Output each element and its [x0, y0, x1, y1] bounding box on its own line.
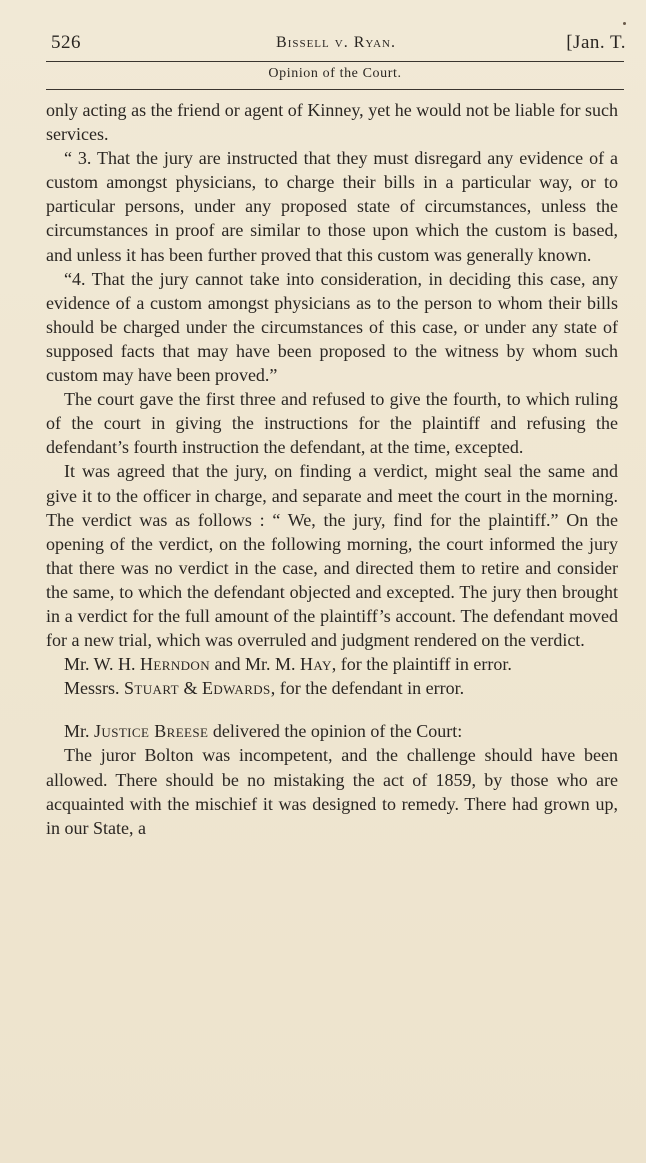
verdict-paragraph: It was agreed that the jury, on finding a verdict, might seal the same and give it to the officer in charge, and separate and meet the court in the morning. The verdict was as follows : “ We, the jury, find for the plaintiff.” On the opening of the verdict, on the following morning, the court informed the jury that there was no verdict in the case, and directed them to retire and consider the same, to which the defendant objected and excepted. The jury then brought in a verdict for the full amount of the plaintiff’s account. The defendant moved for a new trial, which was overruled and judgment rendered on the verdict.: [46, 461, 618, 651]
running-title: Bissell v. Ryan.: [276, 34, 396, 51]
paragraph-continuation: only acting as the friend or agent of Kinney, yet he would not be liable for such services.: [46, 100, 618, 145]
counsel-plaintiff: [46, 652, 618, 676]
justice-name: Justice Breese: [94, 721, 209, 742]
instruction-four: “4. That the jury cannot take into consideration, in deciding this case, any evidence of a custom amongst physicians as to the person to whom their bills should be charged under the circumstances of this case, or under any state of supposed facts that may have been proposed to the witness by whom such custom may have been proved.”: [46, 268, 618, 386]
paper-speck: [623, 22, 626, 25]
opinion-attribution: [46, 719, 618, 743]
body-text: [46, 98, 618, 840]
counsel-name-stuart: Stuart: [124, 678, 179, 699]
court-ruling-paragraph: The court gave the first three and refused to give the fourth, to which ruling of the court in giving the instructions for the plaintiff and refusing the defendant’s fourth instruction the defendant, at the time, excepted.: [46, 389, 618, 458]
header-rule: [46, 61, 624, 62]
subheader-rule: [46, 89, 624, 90]
section-subheader: Opinion of the Court.: [268, 66, 402, 81]
page-number: 526: [51, 32, 81, 53]
opinion-delivered: delivered the opinion of the Court:: [212, 721, 463, 742]
running-header: [46, 32, 626, 60]
counsel-ampersand: &: [183, 678, 198, 699]
counsel-plaintiff-role: , for the plaintiff in error.: [331, 654, 512, 675]
opinion-prefix: Mr.: [64, 721, 90, 742]
counsel-defendant-prefix: Messrs.: [64, 678, 120, 699]
counsel-name-herndon: Herndon: [140, 654, 210, 675]
counsel-plaintiff-and: and Mr. M.: [214, 654, 296, 675]
counsel-defendant: [46, 676, 618, 700]
instruction-three: “ 3. That the jury are instructed that they must disregard any evidence of a custom amongst physicians, to charge their bills in a particular way, or to particular persons, under any proposed state of circumstances, unless the circumstances in proof are similar to those upon which the custom is based, and unless it has been further proved that this custom was generally known.: [46, 148, 618, 265]
counsel-plaintiff-prefix: Mr. W. H.: [64, 654, 136, 675]
counsel-defendant-role: , for the defendant in error.: [270, 678, 465, 699]
term-label: [Jan. T.: [566, 32, 626, 53]
counsel-name-hay: Hay: [300, 654, 332, 675]
opinion-text: The juror Bolton was incompetent, and the challenge should have been allowed. There should be no mistaking the act of 1859, by those who are acquainted with the mischief it was designed to remedy. There had grown up, in our State, a: [46, 745, 618, 838]
counsel-name-edwards: Edwards: [202, 678, 271, 699]
